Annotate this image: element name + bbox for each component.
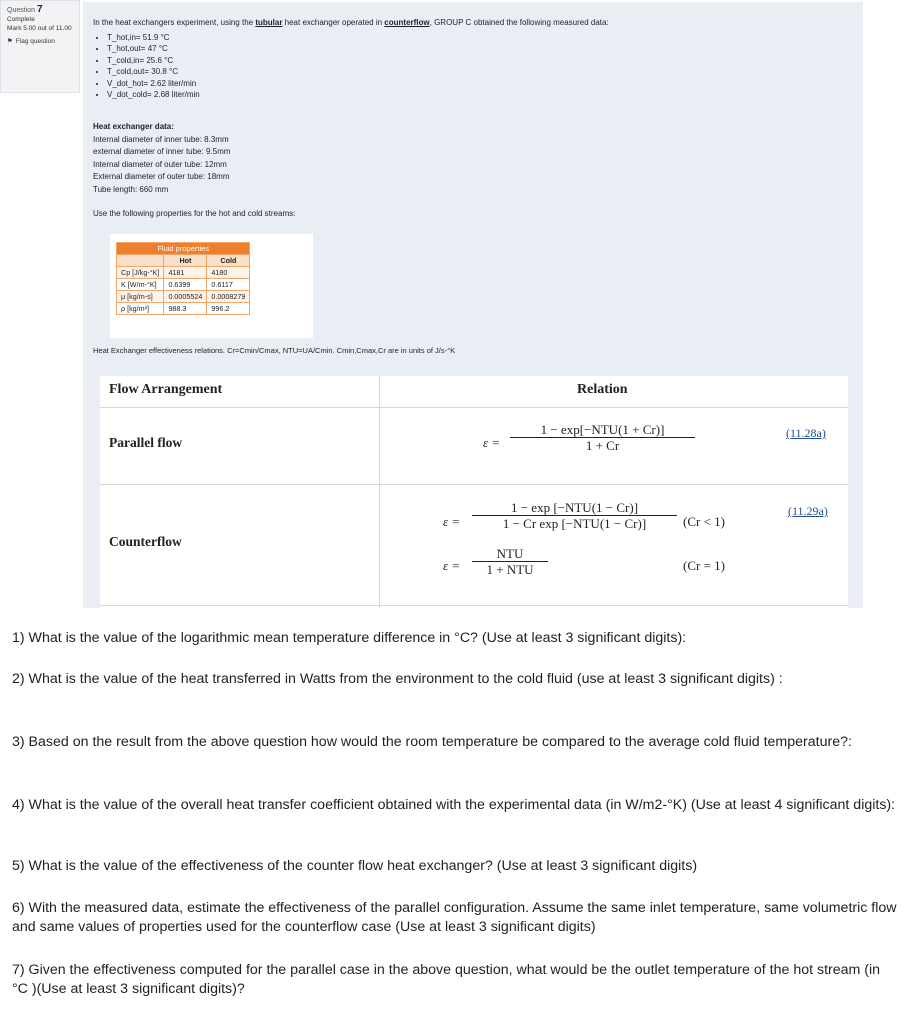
parallel-epsilon: ε = [483, 435, 501, 450]
intro-tubular: tubular [255, 18, 283, 27]
fluid-row-label: ρ [kg/m³] [117, 303, 164, 315]
counterflow-epsilon-2: ε = [443, 558, 461, 573]
fluid-properties-image [110, 234, 313, 338]
table-row-divider [100, 484, 848, 485]
counterflow-condition-2: (Cr = 1) [683, 558, 725, 573]
measurement-list [93, 32, 200, 100]
equation-ref-link[interactable]: (11.29a) [788, 504, 828, 518]
question-info [0, 0, 80, 93]
question-4: 4) What is the value of the overall heat transfer coefficient obtained with the experimental data (in W/m2-°K) (Use at least 4 significant digits): [12, 797, 896, 813]
fluid-row-hot: 0.6399 [164, 279, 207, 291]
parallel-denominator: 1 + Cr [585, 438, 620, 454]
flag-question-link[interactable] [7, 37, 73, 46]
measurement-item: • T_cold,out= 30.8 °C [107, 66, 200, 77]
question-status: Complete [7, 16, 35, 23]
intro-counterflow: counterflow [384, 18, 430, 27]
counterflow-fraction-1 [472, 500, 677, 532]
question-5: 5) What is the value of the effectiveness of the counter flow heat exchanger? (Use at least 3 significant digits) [12, 858, 698, 874]
fluid-table-corner [117, 255, 164, 267]
heat-exchanger-line: Internal diameter of outer tube: 12mm [93, 159, 227, 169]
counterflow-condition-1: (Cr < 1) [683, 514, 725, 529]
row-label-counterflow: Counterflow [109, 534, 182, 549]
intro-text [93, 17, 609, 28]
fluid-row-cold: 0.0008279 [207, 291, 250, 303]
measurement-item: • T_hot,in= 51.9 °C [107, 32, 200, 43]
intro-before: In the heat exchangers experiment, using the [93, 18, 256, 27]
fluid-table-title: Fluid properties [117, 243, 250, 255]
fluid-row-hot: 0.0005524 [164, 291, 207, 303]
counterflow-epsilon-1: ε = [443, 514, 461, 529]
effectiveness-relation-table [100, 376, 848, 608]
counterflow-ntu-numerator: NTU [472, 548, 548, 562]
flag-icon: ⚑ [7, 38, 13, 45]
table-divider [379, 376, 380, 608]
heat-exchanger-data [93, 121, 230, 196]
fluid-row-label: Cp [J/kg-°K] [117, 267, 164, 279]
heat-exchanger-line: External diameter of outer tube: 18mm [93, 172, 230, 181]
row-label-parallel: Parallel flow [109, 435, 183, 450]
parallel-numerator: 1 − exp[−NTU(1 + Cr)] [510, 424, 695, 438]
measurement-item: • T_cold,in= 25.6 °C [107, 55, 200, 66]
measurement-item: • T_hot,out= 47 °C [107, 43, 200, 54]
fluid-row-cold: 0.6117 [207, 279, 250, 291]
table-bottom-divider [100, 605, 848, 606]
question-3: 3) Based on the result from the above question how would the room temperature be compared to the average cold fluid temperature?: [12, 734, 852, 750]
fluid-table-col-cold: Cold [207, 255, 250, 267]
fluid-row-cold: 4180 [207, 267, 250, 279]
measurement-item: • V_dot_cold= 2.68 liter/min [107, 89, 200, 100]
heat-exchanger-line: Internal diameter of inner tube: 8.3mm [93, 134, 229, 144]
fluid-table-col-hot: Hot [164, 255, 207, 267]
fluid-row-label: μ [kg/m-s] [117, 291, 164, 303]
fluid-row-hot: 4181 [164, 267, 207, 279]
use-properties-text: Use the following properties for the hot and cold streams: [93, 209, 296, 218]
question-mark: Mark 5.00 out of 11.00 [7, 25, 72, 32]
intro-middle: heat exchanger operated in [282, 18, 385, 27]
counterflow-ntu-denominator: 1 + NTU [486, 562, 534, 578]
question-label: Question [7, 7, 36, 14]
heat-exchanger-line: external diameter of inner tube: 9.5mm [93, 147, 231, 156]
intro-after: , GROUP C obtained the following measured data: [429, 18, 609, 27]
col-header-relation: Relation [577, 382, 628, 397]
question-number-value: 7 [36, 4, 43, 15]
counterflow-numerator: 1 − exp [−NTU(1 − Cr)] [472, 502, 677, 516]
counterflow-denominator: 1 − Cr exp [−NTU(1 − Cr)] [502, 516, 647, 532]
question-2: 2) What is the value of the heat transferred in Watts from the environment to the cold fluid (use at least 3 significant digits) : [12, 671, 783, 687]
fluid-properties-table [116, 242, 250, 315]
table-header-divider [100, 407, 848, 408]
fluid-row-cold: 996.2 [207, 303, 250, 315]
question-text-panel [83, 2, 863, 608]
heat-exchanger-title: Heat exchanger data: [93, 122, 174, 131]
fluid-row-hot: 988.3 [164, 303, 207, 315]
fluid-row-label: K [W/m-°K] [117, 279, 164, 291]
effectiveness-note: Heat Exchanger effectiveness relations. Cr=Cmin/Cmax, NTU=UA/Cmin. Cmin,Cmax,Cr are in units of J/s-°K [93, 346, 456, 355]
question-7: 7) Given the effectiveness computed for the parallel case in the above question, what would be the outlet temperature of the hot stream (in °C )(Use at least 3 significant digits)? [12, 962, 881, 997]
measurement-item: • V_dot_hot= 2.62 liter/min [107, 78, 200, 89]
equation-ref-link[interactable]: (11.28a) [786, 426, 826, 440]
heat-exchanger-line: Tube length: 660 mm [93, 184, 169, 194]
question-number [7, 5, 73, 15]
counterflow-fraction-2 [472, 546, 548, 578]
flag-question-label: Flag question [15, 38, 55, 45]
parallel-fraction [510, 422, 695, 454]
question-1: 1) What is the value of the logarithmic mean temperature difference in °C? (Use at least 3 significant digits): [12, 630, 687, 646]
col-header-flow-arrangement: Flow Arrangement [109, 382, 223, 397]
question-6: 6) With the measured data, estimate the effectiveness of the parallel configuration. Assume the same inlet temperature, same volumetric flow and same values of properties used for the counterflow case (Use at least 3 significant digits) [12, 900, 897, 935]
